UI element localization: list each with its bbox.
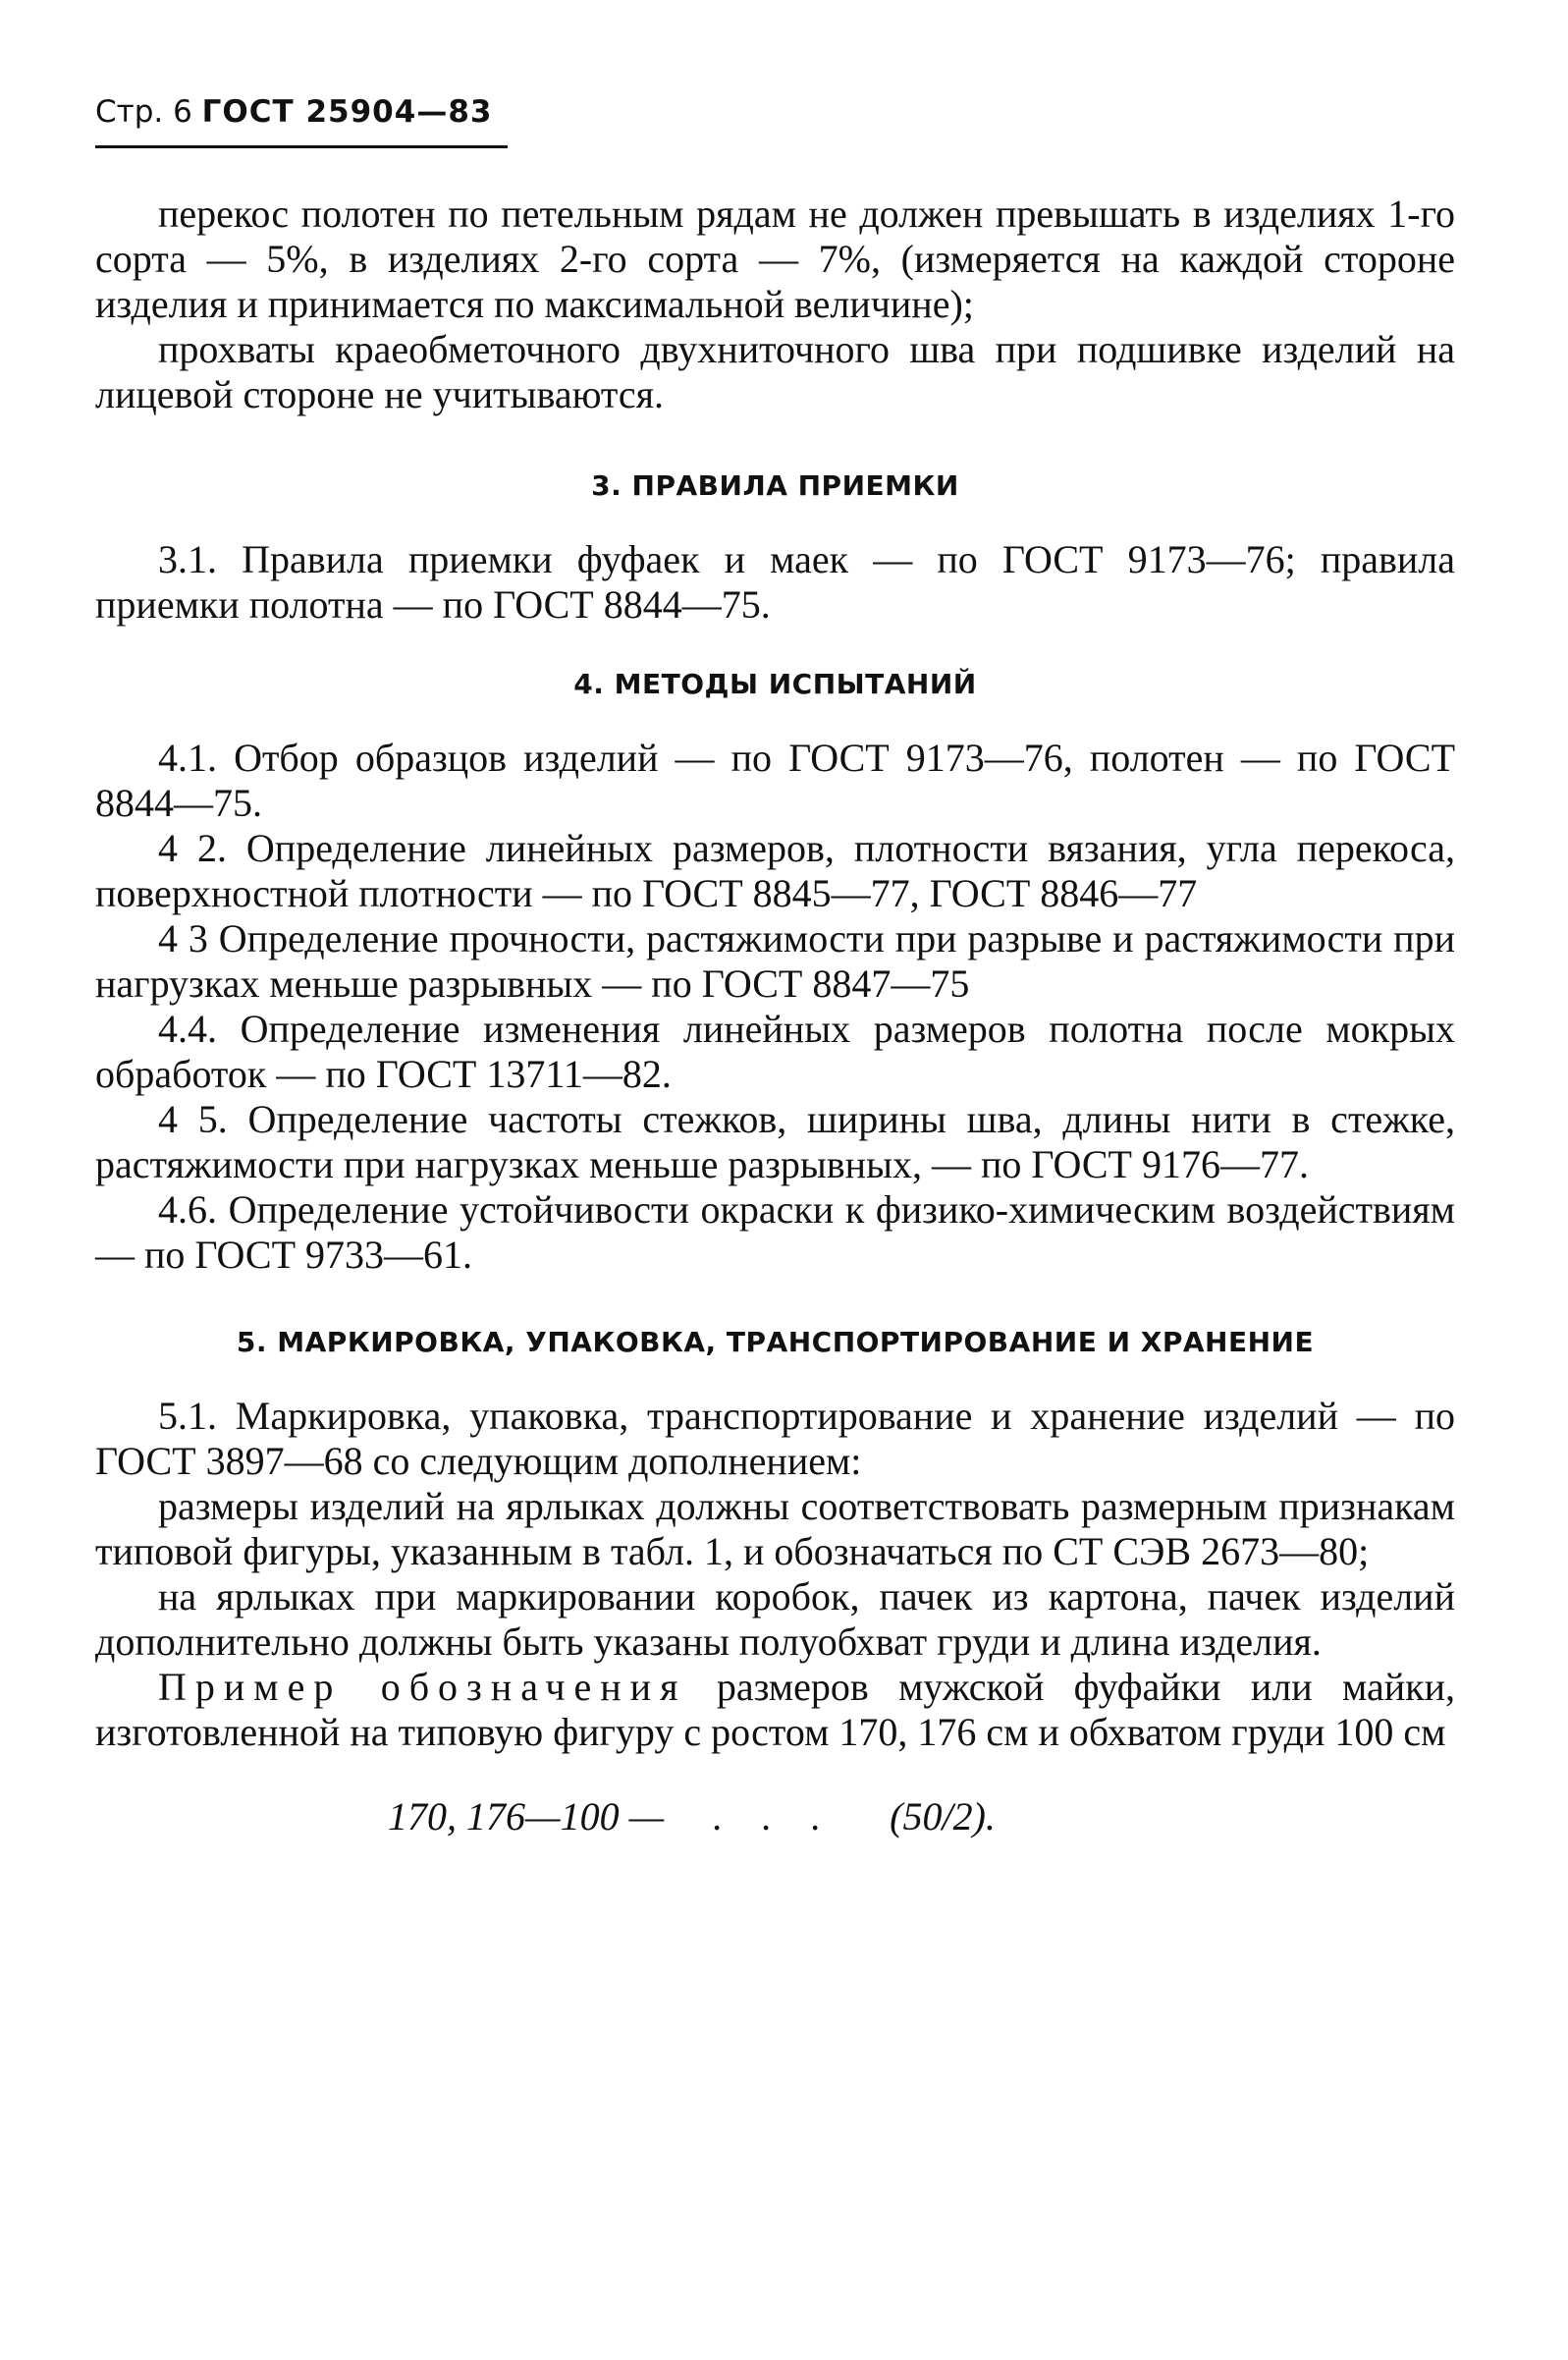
page-header xyxy=(95,90,508,148)
example-label: Пример обозначения xyxy=(158,1665,687,1709)
clause-5-1: 5.1. Маркировка, упаковка, транспортирование и хранение изделий — по ГОСТ 3897—68 со следующим дополнением: xyxy=(95,1394,1455,1483)
paragraph-skew: перекос полотен по петельным рядам не должен превышать в изделиях 1-го сорта — 5%, в изделиях 2-го сорта — 7%, (измеряется на каждой стороне изделия и принимается по максимальной величине); xyxy=(95,192,1455,326)
document-body xyxy=(95,192,1455,1839)
paragraph-overcast-seam: прохваты краеобметочного двухниточного шва при подшивке изделий на лицевой стороне не учитываются. xyxy=(95,327,1455,416)
section-3-heading: 3. ПРАВИЛА ПРИЕМКИ xyxy=(591,469,959,502)
paragraph-label-sizes: размеры изделий на ярлыках должны соответствовать размерным признакам типовой фигуры, указанным в табл. 1, и обозначаться по СТ СЭВ 2673—80; xyxy=(95,1484,1455,1573)
example-paragraph xyxy=(95,1665,1455,1755)
clause-4-3: 4 3 Определение прочности, растяжимости при разрыве и растяжимости при нагрузках меньше разрывных — по ГОСТ 8847—75 xyxy=(95,916,1455,1006)
clause-4-5: 4 5. Определение частоты стежков, ширины шва, длины нити в стежке, растяжимости при нагрузках меньше разрывных, — по ГОСТ 9176—77. xyxy=(95,1097,1455,1186)
paragraph-label-boxes: на ярлыках при маркировании коробок, пачек из картона, пачек изделий дополнительно должны быть указаны полуобхват груди и длина изделия. xyxy=(95,1574,1455,1664)
section-5-heading: 5. МАРКИРОВКА, УПАКОВКА, ТРАНСПОРТИРОВАНИЕ И ХРАНЕНИЕ xyxy=(236,1326,1315,1358)
example-text: размеров мужской фуфайки или майки, изготовленной на типовую фигуру с ростом 170, 176 см и обхватом груди 100 см xyxy=(95,1665,1455,1754)
section-4-heading: 4. МЕТОДЫ ИСПЫТАНИЙ xyxy=(573,668,977,700)
clause-4-6: 4.6. Определение устойчивости окраски к физико-химическим воздействиям — по ГОСТ 9733—61. xyxy=(95,1187,1455,1277)
clause-3-1: 3.1. Правила приемки фуфаек и маек — по ГОСТ 9173—76; правила приемки полотна — по ГОСТ 8844—75. xyxy=(95,537,1455,627)
clause-4-2: 4 2. Определение линейных размеров, плотности вязания, угла перекоса, поверхностной плотности — по ГОСТ 8845—77, ГОСТ 8846—77 xyxy=(95,826,1455,915)
clause-4-1: 4.1. Отбор образцов изделий — по ГОСТ 9173—76, полотен — по ГОСТ 8844—75. xyxy=(95,736,1455,825)
document-code: ГОСТ 25904—83 xyxy=(201,94,493,130)
size-designation-formula: 170, 176—100 — . . . (50/2). xyxy=(388,1794,996,1839)
clause-4-4: 4.4. Определение изменения линейных размеров полотна после мокрых обработок — по ГОСТ 13711—82. xyxy=(95,1007,1455,1096)
page-number: Стр. 6 xyxy=(95,94,192,130)
